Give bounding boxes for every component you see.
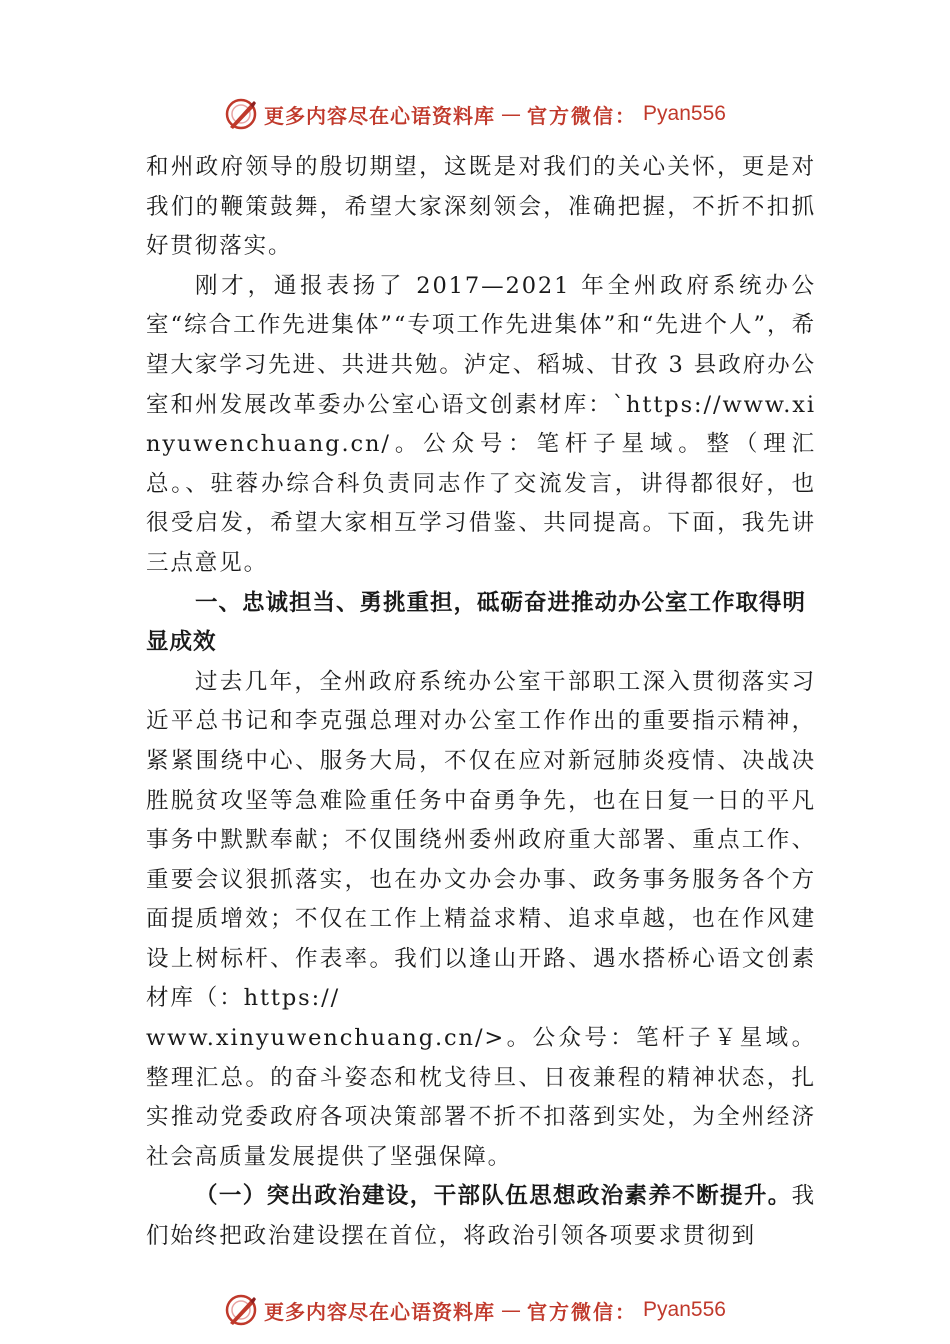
pen-logo-icon [224,97,258,131]
paragraph-achievements: 过去几年，全州政府系统办公室干部职工深入贯彻落实习近平总书记和李克强总理对办公室工作作出的重要指示精神，紧紧围绕中心、服务大局，不仅在应对新冠肺炎疫情、决战决胜脱贫攻坚等急难险重任务中奋勇争先，也在日复一日的平凡事务中默默奉献；不仅围绕州委州政府重大部署、重点工作、重要会议狠抓落实，也在办文办会办事、政务事务服务各个方面提质增效；不仅在工作上精益求精、追求卓越，也在作风建设上树标杆、作表率。我们以逢山开路、遇水搭桥心语文创素材库（：https:// [146,668,816,1012]
subsection-heading-1: （一）突出政治建设，干部队伍思想政治素养不断提升。 [195,1183,792,1210]
document-body [146,148,816,1257]
section-heading-1: 一、忠诚担当、勇挑重担，砥砺奋进推动办公室工作取得明显成效 [146,589,807,656]
pen-logo-icon [224,1293,258,1327]
paragraph-political-building [146,1177,816,1256]
watermark-wechat-label: 官方微信： [527,103,638,128]
watermark-footer [0,1290,950,1330]
watermark-brand-text: 更多内容尽在心语资料库 [264,103,496,128]
watermark-wechat-id: Pyan556 [643,102,726,125]
watermark-wechat-id: Pyan556 [643,1298,726,1321]
paragraph-achievements-cont: www.xinyuwenchuang.cn/>。公众号：笔杆子￥星域。整理汇总。的奋斗姿态和枕戈待旦、日夜兼程的精神状态，扎实推动党委政府各项决策部署不折不扣落到实处，为全州经济社会高质量发展提供了坚强保障。 [146,1025,816,1170]
paragraph-political-text: 我们始终把政治建设摆在首位，将政治引领各项要求贯彻到 [146,1183,816,1250]
watermark-header [0,94,950,134]
watermark-wechat-label: 官方微信： [527,1299,638,1324]
watermark-dash: — [501,102,522,126]
watermark-dash: — [501,1298,522,1322]
watermark-brand-text: 更多内容尽在心语资料库 [264,1299,496,1324]
paragraph-commendation: 刚才，通报表扬了 2017—2021 年全州政府系统办公室“综合工作先进集体”“专项工作先进集体”和“先进个人”，希望大家学习先进、共进共勉。泸定、稻城、甘孜 3 县政府办公室和州发展改革委办公室心语文创素材库：`https://www.xinyuwenchuang.cn/。公众号：笔杆子星域。整（理汇总。、驻蓉办综合科负责同志作了交流发言，讲得都很好，也很受启发，希望大家相互学习借鉴、共同提高。下面，我先讲三点意见。 [146,272,816,576]
paragraph-continuation: 和州政府领导的殷切期望，这既是对我们的关心关怀，更是对我们的鞭策鼓舞，希望大家深刻领会，准确把握，不折不扣抓好贯彻落实。 [146,154,816,260]
